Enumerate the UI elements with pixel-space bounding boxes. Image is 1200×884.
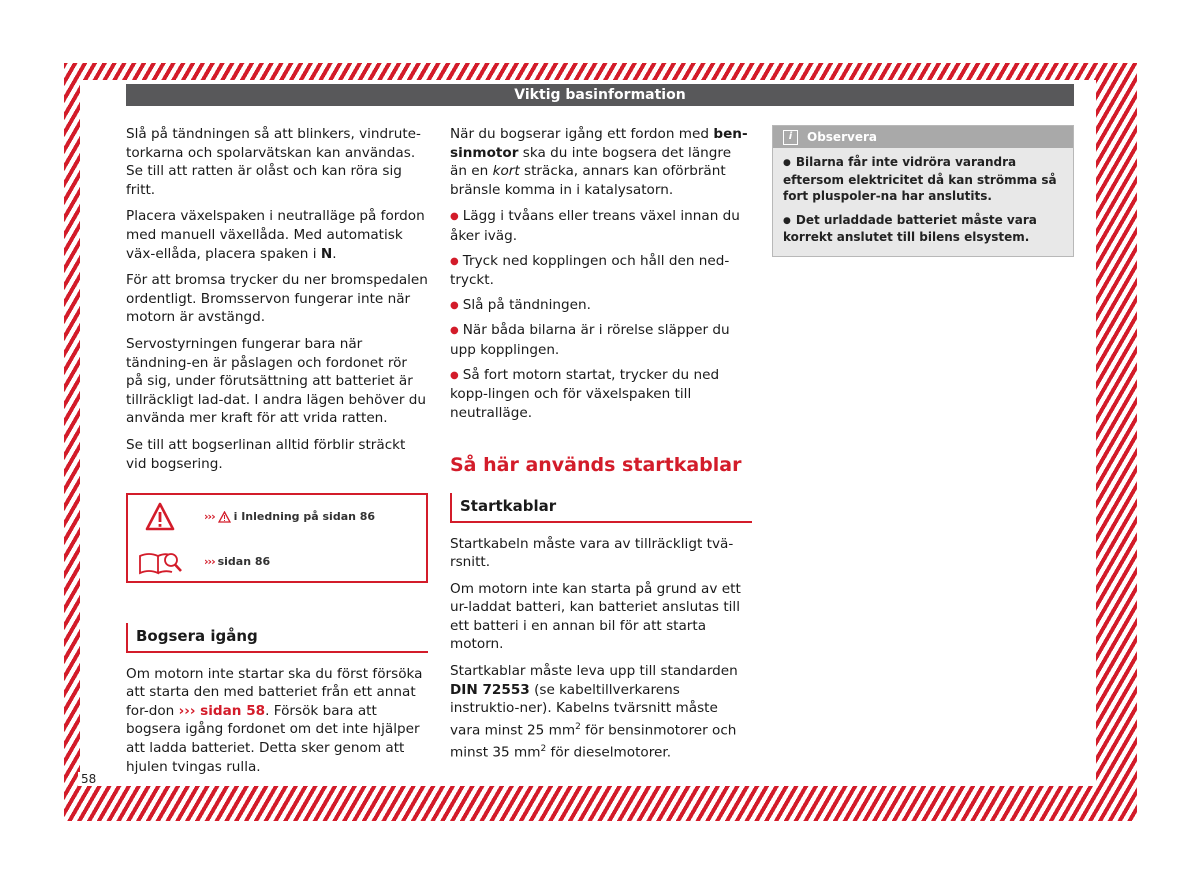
section-title: Så här används startkablar — [450, 454, 742, 477]
reference-arrows: ››› — [204, 554, 215, 568]
subheading-startkablar: Startkablar — [450, 493, 752, 523]
note-box — [772, 125, 1074, 257]
standard-code: DIN 72553 — [450, 681, 530, 698]
text: ska du inte bogsera det längre än en — [450, 144, 732, 180]
text: Startkablar måste leva upp till standarden — [450, 663, 738, 680]
subheading-bogsera: Bogsera igång — [126, 623, 428, 653]
italic-text: kort — [492, 163, 520, 180]
note-item: ● Det urladdade batteriet måste vara korrekt anslutet till bilens elsystem. — [783, 212, 1063, 246]
text: sträcka, annars kan oförbränt bränsle komma in i katalysatorn. — [450, 163, 726, 198]
text: Om motorn inte startar ska du först försöka att starta den med batteriet från ett annat for-don — [126, 665, 423, 719]
gear-position-n: N — [320, 245, 333, 262]
reference-arrows: ››› — [204, 509, 215, 523]
text: . — [332, 245, 337, 262]
reference-text: sidan 86 — [217, 554, 271, 568]
page-link[interactable]: ››› sidan 58 — [178, 702, 266, 719]
note-item: ● Bilarna får inte vidröra varandra eftersom elektricitet då kan strömma så fort pluspoler-na har anslutits. — [783, 154, 1063, 205]
list-item: ● Tryck ned kopplingen och håll den ned-tryckt. — [450, 252, 752, 290]
paragraph — [450, 662, 752, 762]
manual-reference-link[interactable] — [204, 553, 270, 572]
text: . Försök bara att bogsera igång fordonet om det inte hjälper att ladda batteriet. Detta sker genom att hjulen tvingas rulla. — [126, 702, 420, 775]
text: När du bogserar igång ett fordon med — [450, 126, 714, 142]
warning-box — [126, 493, 428, 583]
text: (se kabeltillverkarens instruktio-ner). Kabelns tvärsnitt måste vara minst 25 mm — [450, 681, 718, 739]
paragraph: För att bromsa trycker du ner bromspedalen ordentligt. Bromsservon fungerar inte när motorn är avstängd. — [126, 272, 428, 326]
warning-row — [128, 498, 375, 536]
warning-triangle-icon — [128, 498, 192, 536]
column-right — [772, 125, 1074, 257]
text: för dieselmotorer. — [546, 744, 672, 761]
bold-text: ben-sinmotor — [450, 126, 748, 161]
column-left — [126, 125, 428, 784]
column-middle — [450, 125, 752, 770]
book-magnifier-icon — [128, 543, 192, 581]
chapter-header: Viktig basinformation — [126, 84, 1074, 106]
list-item: ● Lägg i tvåans eller treans växel innan du åker iväg. — [450, 207, 752, 245]
superscript: 2 — [575, 721, 581, 732]
step-list — [450, 207, 752, 422]
paragraph — [126, 207, 428, 263]
paragraph: Om motorn inte kan starta på grund av ett ur-laddat batteri, kan batteriet anslutas till ett batteri i en annan bil för att starta motorn. — [450, 580, 741, 653]
paragraph: Se till att bogserlinan alltid förblir sträckt vid bogsering. — [126, 436, 406, 472]
text: för bensinmotorer och minst 35 mm — [450, 722, 737, 761]
list-item: ● Så fort motorn startat, trycker du ned kopp-lingen och för växelspaken till neutralläge. — [450, 366, 752, 423]
manual-row — [128, 543, 270, 581]
list-item: ● När båda bilarna är i rörelse släpper du upp kopplingen. — [450, 321, 752, 359]
reference-text: i Inledning på sidan 86 — [233, 509, 376, 523]
paragraph: Slå på tändningen så att blinkers, vindrute-torkarna och spolarvätskan kan användas. Se till att ratten är olåst och kan röra sig fritt. — [126, 126, 421, 198]
info-icon: i — [783, 130, 798, 145]
paragraph — [126, 665, 428, 777]
note-title: Observera — [807, 129, 877, 144]
warning-reference-link[interactable] — [204, 508, 375, 527]
paragraph — [450, 125, 752, 199]
note-header — [773, 126, 1073, 148]
list-item: ● Slå på tändningen. — [450, 296, 752, 316]
paragraph: Servostyrningen fungerar bara när tändning-en är påslagen och fordonet rör på sig, under förutsättning att batteriet är tillräckligt lad-dat. I andra lägen behöver du använda mer kraft för att vrida ratten. — [126, 335, 426, 427]
superscript: 2 — [540, 743, 547, 754]
note-body — [773, 148, 1073, 256]
paragraph: Startkabeln måste vara av tillräckligt tvä-rsnitt. — [450, 535, 734, 571]
mini-warning-icon — [218, 511, 231, 523]
text: Placera växelspaken i neutralläge på fordon med manuell växellåda. Med automatisk väx-ellåda, placera spaken i — [126, 208, 425, 262]
page-number: 58 — [78, 772, 99, 786]
